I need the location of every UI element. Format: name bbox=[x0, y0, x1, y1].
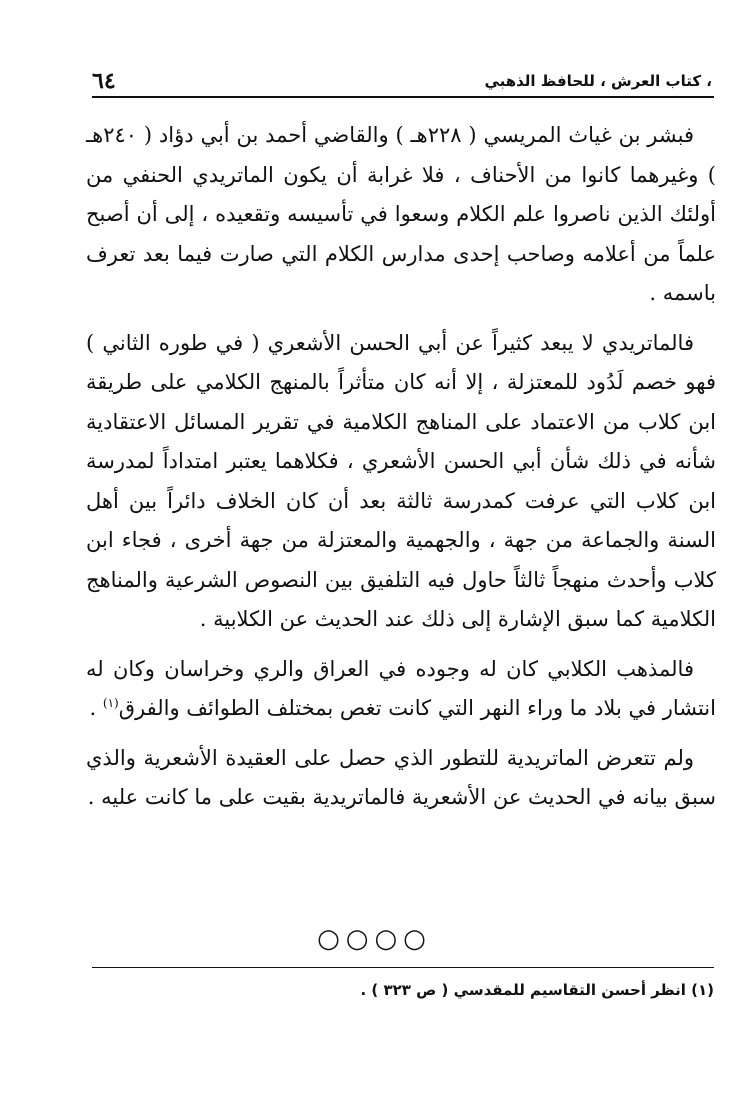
paragraph-3-end: . bbox=[89, 696, 103, 720]
paragraph-3 bbox=[86, 650, 716, 729]
footnote-rule bbox=[92, 967, 714, 968]
header-rule bbox=[92, 96, 714, 98]
paragraph-1: فبشر بن غياث المريسي ( ٢٢٨هـ ) والقاضي أحمد بن أبي دؤاد ( ٢٤٠هـ ) وغيرهما كانوا من الأحناف ، فلا غرابة أن يكون الماتريدي الحنفي من أولئك الذين ناصروا علم الكلام وسعوا في تأسيسه وتقعيده ، إلى أن أصبح علماً من أعلامه وصاحب إحدى مدارس الكلام التي صارت فيما بعد تعرف باسمه . bbox=[86, 123, 716, 305]
paragraph-3-text: فالمذهب الكلابي كان له وجوده في العراق والري وخراسان وكان له انتشار في بلاد ما وراء النهر التي كانت تغص بمختلف الطوائف والفرق bbox=[86, 656, 716, 720]
footnote-marker: (١) bbox=[102, 696, 119, 710]
section-ornament: ○○○○ bbox=[317, 924, 432, 954]
page-number: ٦٤ bbox=[92, 68, 116, 94]
page-header bbox=[92, 68, 714, 96]
footnote: (١) انظر أحسن التقاسيم للمقدسي ( ص ٣٢٣ ) . bbox=[360, 981, 714, 999]
paragraph-2: فالماتريدي لا يبعد كثيراً عن أبي الحسن الأشعري ( في طوره الثاني ) فهو خصم لَدُود للمعتزلة ، إلا أنه كان متأثراً بالمنهج الكلامي على طريقة ابن كلاب من الاعتماد على المناهج الكلامية في تقرير المسائل الاعتقادية شأنه في ذلك شأن أبي الحسن الأشعري ، فكلاهما يعتبر امتداداً لمدرسة ابن كلاب التي عرفت كمدرسة ثالثة بعد أن كان الخلاف دائراً بين أهل السنة والجماعة من جهة ، والجهمية والمعتزلة من جهة أخرى ، فجاء ابن كلاب وأحدث منهجاً ثالثاً حاول فيه التلفيق بين النصوص الشرعية والمناهج الكلامية كما سبق الإشارة إلى ذلك عند الحديث عن الكلابية . bbox=[86, 330, 716, 631]
main-text bbox=[86, 116, 716, 818]
paragraph-4: ولم تتعرض الماتريدية للتطور الذي حصل على العقيدة الأشعرية والذي سبق بيانه في الحديث عن الأشعرية فالماتريدية بقيت على ما كانت عليه . bbox=[86, 745, 716, 809]
running-title: ، كتاب العرش ، للحافظ الذهبي bbox=[484, 72, 712, 90]
